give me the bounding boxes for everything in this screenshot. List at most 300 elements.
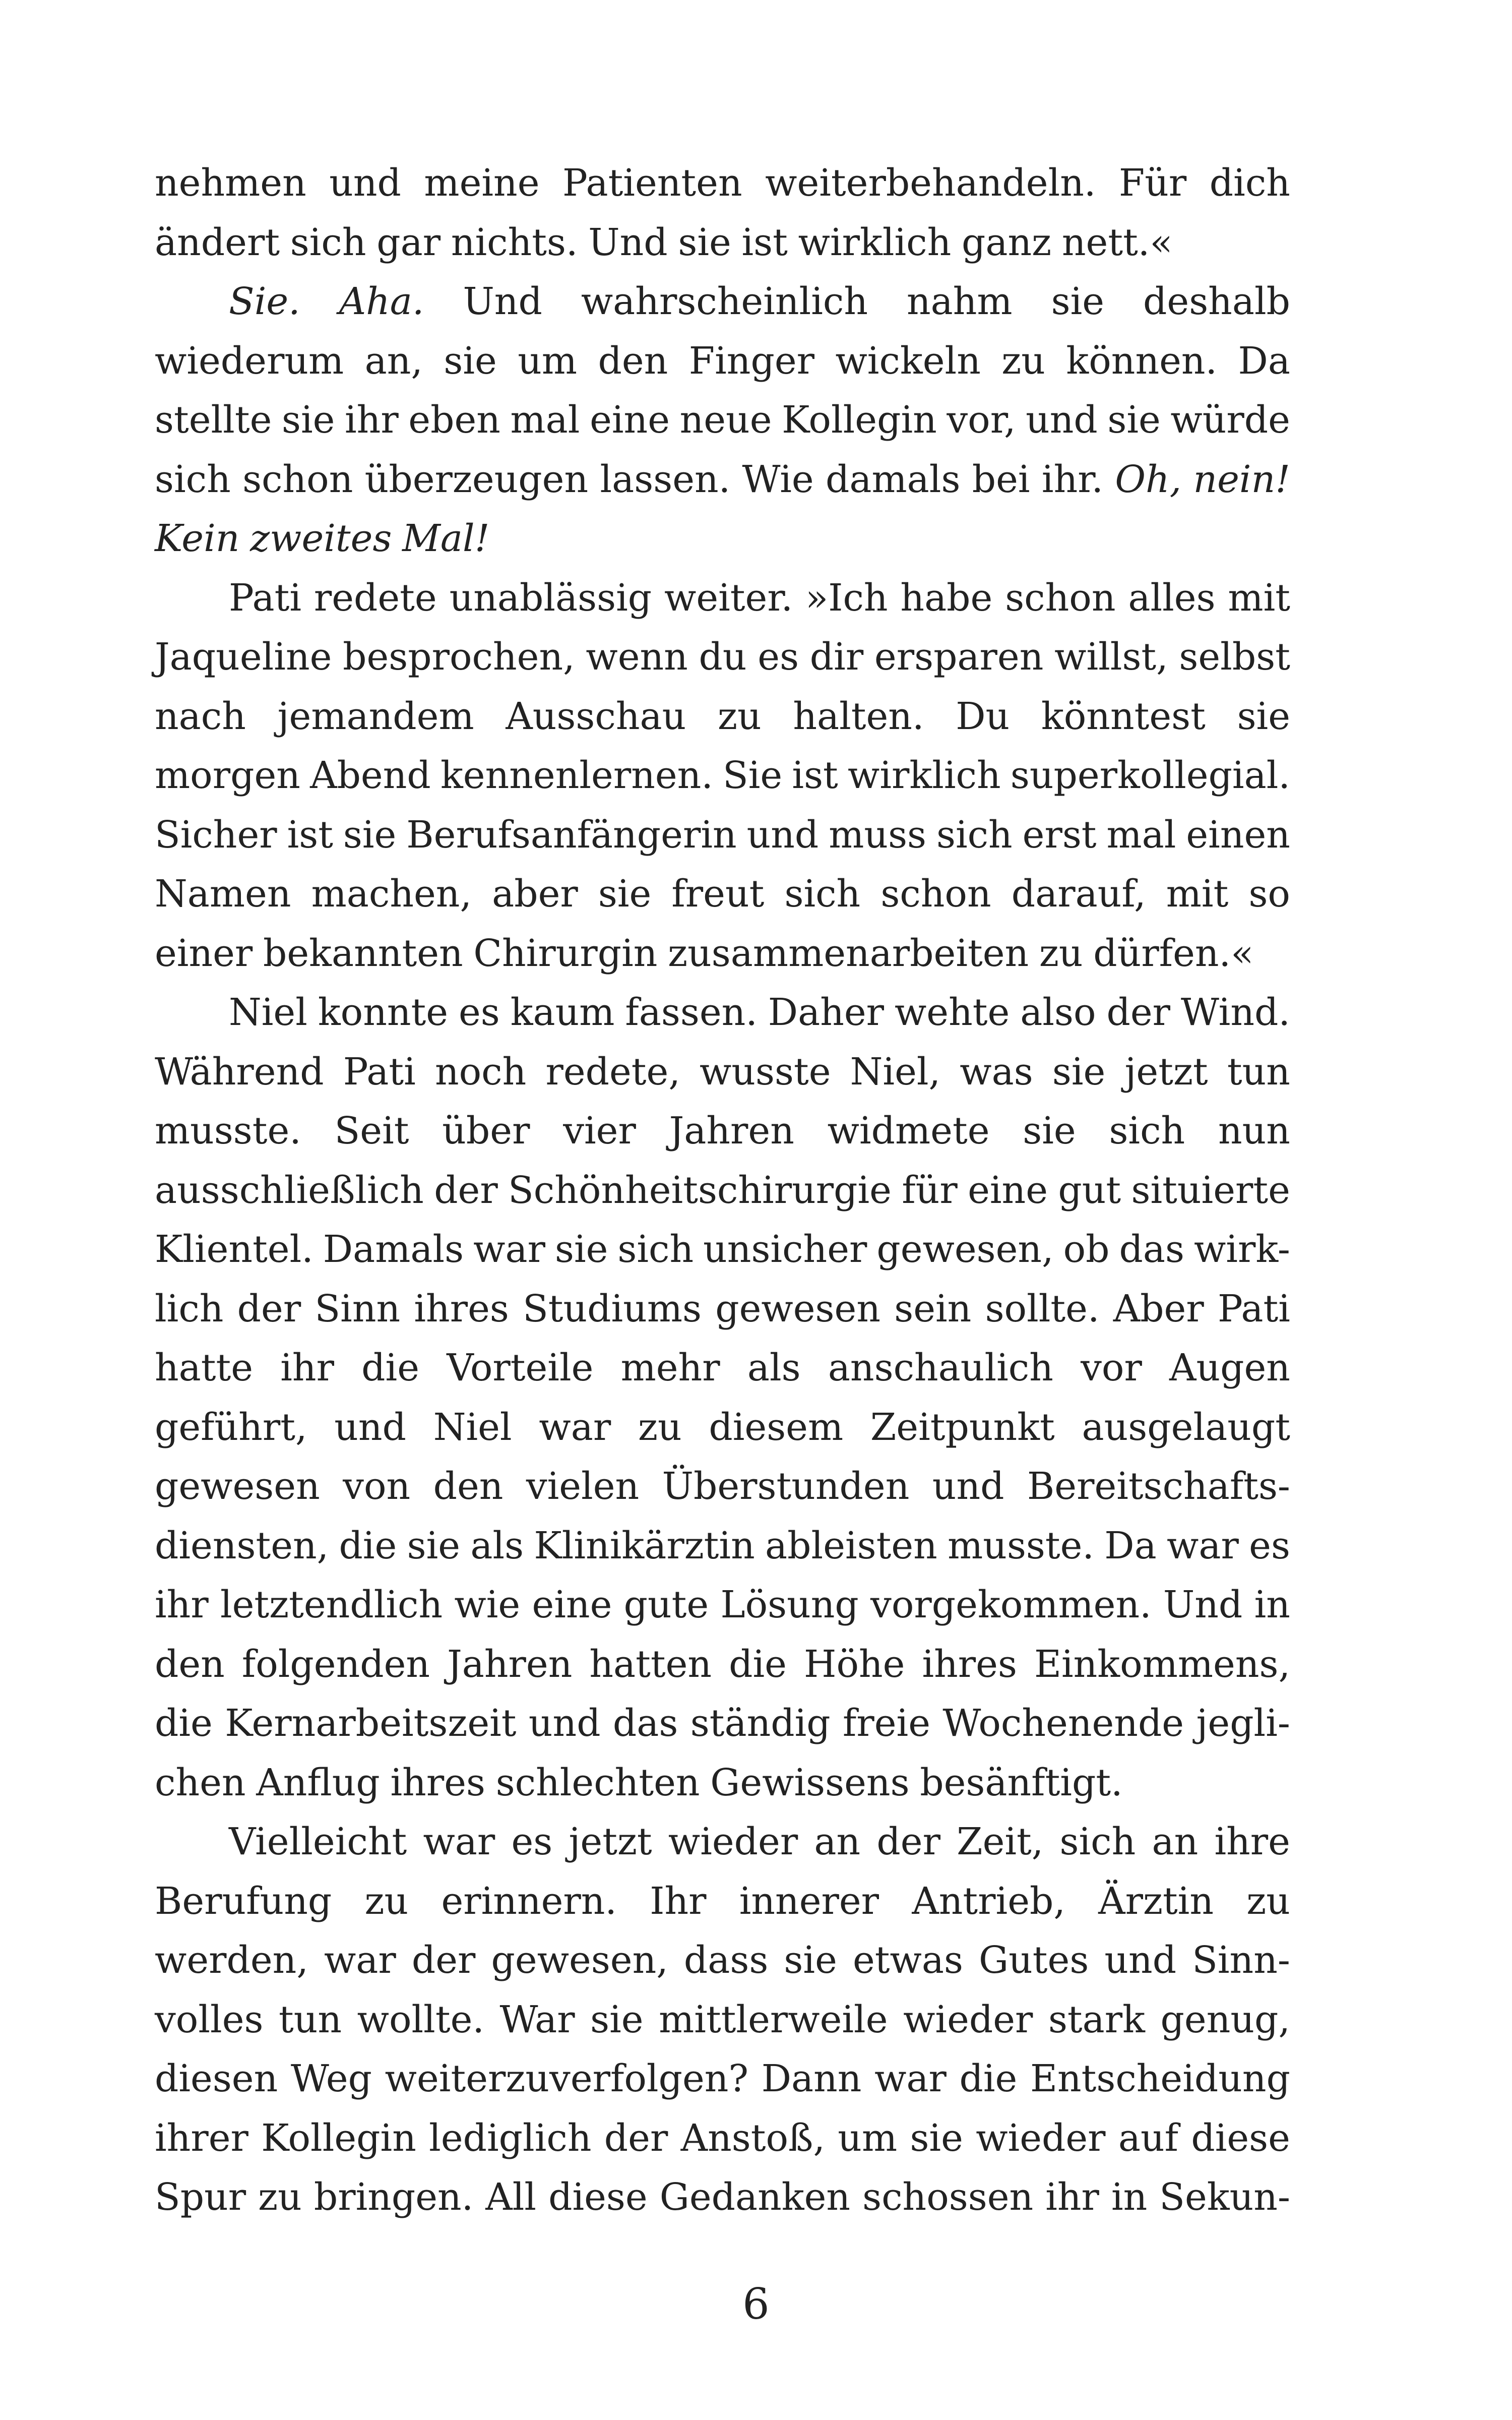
word: tun: [1227, 1050, 1290, 1094]
text-line: [155, 1043, 1290, 1102]
word: schon: [1005, 576, 1116, 620]
word: und: [932, 1465, 1004, 1508]
word: innerer: [739, 1879, 879, 1923]
text-line: [155, 983, 1290, 1043]
word: Jaqueline: [155, 635, 332, 679]
word: der: [411, 1939, 476, 1982]
word: Vorteile: [447, 1346, 594, 1389]
word: ihres: [390, 1761, 485, 1804]
word: schon: [242, 457, 353, 501]
word: Niel,: [850, 1050, 941, 1094]
word: dürfen.«: [1093, 931, 1254, 975]
word: lassen.: [600, 457, 731, 501]
word: sie: [910, 2116, 963, 2160]
text-line: [155, 1339, 1290, 1398]
word: diesem: [709, 1405, 844, 1449]
word: Kollegin: [261, 2116, 416, 2160]
word: genug,: [1160, 1998, 1290, 2041]
word: tun: [279, 1998, 342, 2041]
word: die: [155, 1702, 213, 1745]
word: es: [511, 1820, 553, 1863]
word: Wochenende: [942, 1702, 1184, 1745]
word: machen,: [311, 872, 472, 916]
word: zu: [1001, 339, 1045, 383]
word: ihres: [922, 1642, 1017, 1686]
word: lich: [155, 1287, 224, 1330]
word: Abend: [310, 754, 431, 797]
word: damals: [826, 457, 961, 501]
word: sich: [155, 457, 231, 501]
word: War: [499, 1998, 575, 2041]
word: und: [329, 161, 401, 205]
word: darauf,: [1011, 872, 1146, 916]
word: war: [473, 1228, 545, 1271]
word: um: [518, 339, 578, 383]
text-line: [155, 272, 1290, 332]
word: Da: [1104, 1524, 1157, 1567]
italic-word: zweites: [250, 517, 392, 560]
word: ganz: [962, 220, 1052, 264]
word: gewesen: [155, 1465, 320, 1508]
word: wenn: [586, 635, 688, 679]
word: wollte.: [357, 1998, 484, 2041]
word: sie: [590, 1998, 644, 2041]
word: Sinn-: [1192, 1939, 1290, 1982]
word: Pati: [1217, 1287, 1290, 1330]
word: sich: [1059, 1820, 1136, 1863]
word: wirklich: [798, 220, 952, 264]
word: es: [758, 635, 799, 679]
word: einen: [1186, 813, 1290, 857]
word: hatten: [589, 1642, 712, 1686]
word: war: [1167, 1524, 1239, 1567]
word: widmete: [827, 1109, 990, 1153]
word: ihr: [155, 1583, 209, 1626]
word: die: [959, 2057, 1018, 2100]
word: wusste: [700, 1050, 831, 1094]
word: volles: [155, 1998, 264, 2041]
word: jetzt: [569, 1820, 652, 1863]
word: also: [1020, 991, 1096, 1034]
word: war: [324, 1939, 396, 1982]
word: Und: [1163, 1583, 1243, 1626]
word: Bereitschafts-: [1027, 1465, 1290, 1508]
word: eine: [968, 1168, 1048, 1212]
word: Lösung: [720, 1583, 859, 1626]
word: diese: [548, 2175, 648, 2219]
word: habe: [900, 576, 993, 620]
word: eine: [590, 398, 670, 442]
word: dir: [809, 635, 864, 679]
word: nichts.: [451, 220, 578, 264]
word: Sinn: [314, 1287, 401, 1330]
word: Finger: [688, 339, 814, 383]
text-line: [155, 1517, 1290, 1576]
word: mehr: [620, 1346, 720, 1389]
word: musste.: [155, 1109, 301, 1153]
word: Chirurgin: [473, 931, 658, 975]
word: weiter.: [664, 576, 793, 620]
text-line: [155, 924, 1290, 984]
word: war: [874, 2057, 947, 2100]
text-line: [155, 1812, 1290, 1872]
word: Entscheidung: [1030, 2057, 1290, 2100]
word: Berufsanfängerin: [406, 813, 737, 857]
body-text: [155, 154, 1290, 2227]
word: Seit: [334, 1109, 409, 1153]
word: sollte.: [985, 1287, 1100, 1330]
word: Zeit,: [957, 1820, 1044, 1863]
word: schossen: [862, 2175, 1034, 2219]
word: schlechten: [495, 1761, 700, 1804]
text-line: [155, 509, 1290, 569]
word: hatte: [155, 1346, 254, 1389]
word: weiterbehandeln.: [765, 161, 1096, 205]
word: zu: [638, 1405, 682, 1449]
text-line: [155, 2049, 1290, 2109]
word: ihrer: [155, 2116, 248, 2160]
word: war: [539, 1405, 611, 1449]
text-line: [155, 2168, 1290, 2227]
word: Anflug: [256, 1761, 380, 1804]
text-line: [155, 1872, 1290, 1931]
text-line: [155, 746, 1290, 806]
word: stellte: [155, 398, 272, 442]
word: besprochen,: [343, 635, 575, 679]
word: vor: [1081, 1346, 1142, 1389]
word: Gedanken: [659, 2175, 851, 2219]
word: Sicher: [155, 813, 277, 857]
text-line: [155, 1280, 1290, 1339]
word: willst,: [1054, 635, 1168, 679]
text-line: [155, 1576, 1290, 1635]
word: vorgekommen.: [870, 1583, 1152, 1626]
word: sich: [936, 813, 1013, 857]
word: sich: [290, 220, 366, 264]
word: aber: [492, 872, 578, 916]
word: gewesen,: [876, 1228, 1054, 1271]
word: jetzt: [1124, 1050, 1208, 1094]
word: der: [604, 2116, 668, 2160]
word: ändert: [155, 220, 280, 264]
word: Zeitpunkt: [870, 1405, 1055, 1449]
word: redete: [313, 576, 437, 620]
word: wickeln: [835, 339, 981, 383]
word: stark: [1048, 1998, 1145, 2041]
word: schon: [880, 872, 991, 916]
word: kaum: [510, 991, 615, 1034]
word: wehte: [894, 991, 1010, 1034]
word: bekannten: [263, 931, 463, 975]
word: sie: [554, 1228, 608, 1271]
word: Spur: [155, 2175, 246, 2219]
word: sie: [598, 872, 652, 916]
word: gewesen: [715, 1287, 880, 1330]
word: Namen: [155, 872, 291, 916]
text-line: [155, 628, 1290, 687]
text-line: [155, 1635, 1290, 1695]
word: und: [334, 1405, 406, 1449]
word: wieder: [903, 1998, 1033, 2041]
word: ist: [792, 754, 838, 797]
word: du: [699, 635, 747, 679]
word: Niel: [433, 1405, 512, 1449]
word: bei: [972, 457, 1030, 501]
word: Sie: [723, 754, 783, 797]
word: eine: [532, 1583, 612, 1626]
word: Gutes: [979, 1939, 1089, 1982]
word: sie: [343, 813, 397, 857]
word: konnte: [318, 991, 449, 1034]
word: zu: [1039, 931, 1083, 975]
word: zu: [364, 1879, 409, 1923]
word: geführt,: [155, 1405, 307, 1449]
word: zu: [1246, 1879, 1290, 1923]
word: Pati: [343, 1050, 416, 1094]
word: wahrscheinlich: [581, 280, 868, 323]
word: in: [1111, 2175, 1148, 2219]
word: zu: [258, 2175, 302, 2219]
word: und: [1104, 1939, 1177, 1982]
word: sie: [1051, 280, 1105, 323]
word: was: [960, 1050, 1033, 1094]
word: ableisten: [765, 1524, 937, 1567]
word: deshalb: [1143, 280, 1290, 323]
word: diesen: [155, 2057, 278, 2100]
word: in: [1254, 1583, 1290, 1626]
word: morgen: [155, 754, 300, 797]
word: ihres: [414, 1287, 509, 1330]
text-line: [155, 1220, 1290, 1280]
word: sich: [1109, 1109, 1185, 1153]
word: sie: [1023, 1109, 1076, 1153]
word: den: [433, 1465, 503, 1508]
word: zu: [717, 694, 762, 738]
word: sie: [407, 1524, 461, 1567]
word: alles: [1128, 576, 1216, 620]
word: Wie: [742, 457, 814, 501]
word: ihr.: [1041, 457, 1103, 501]
word: der: [434, 1168, 498, 1212]
word: können.: [1066, 339, 1218, 383]
word: letztendlich: [220, 1583, 443, 1626]
word: wieder: [668, 1820, 798, 1863]
word: All: [485, 2175, 537, 2219]
word: nach: [155, 694, 246, 738]
word: den: [598, 339, 668, 383]
word: als: [747, 1346, 801, 1389]
word: nun: [1218, 1109, 1290, 1153]
word: weiterzuverfolgen?: [385, 2057, 749, 2100]
word: an: [814, 1820, 861, 1863]
word: und: [528, 1702, 601, 1745]
word: einer: [155, 931, 253, 975]
italic-word: Sie.: [229, 280, 300, 323]
word: Höhe: [803, 1642, 905, 1686]
word: und: [1026, 398, 1098, 442]
word: sich: [617, 1228, 694, 1271]
word: diese: [1191, 2116, 1290, 2160]
word: freut: [671, 872, 765, 916]
word: die: [361, 1346, 419, 1389]
italic-word: nein!: [1193, 457, 1290, 501]
word: Und: [588, 220, 668, 264]
word: lediglich: [429, 2116, 592, 2160]
word: nahm: [906, 280, 1013, 323]
word: ausgelaugt: [1082, 1405, 1290, 1449]
word: Ausschau: [506, 694, 686, 738]
word: das: [612, 1702, 678, 1745]
word: könntest: [1041, 694, 1206, 738]
word: die: [729, 1642, 787, 1686]
word: Einkommens,: [1034, 1642, 1290, 1686]
text-line: [155, 391, 1290, 450]
word: Weg: [290, 2057, 372, 2100]
word: ihr: [345, 398, 399, 442]
text-line: [155, 687, 1290, 747]
word: vier: [563, 1109, 636, 1153]
text-line: [155, 865, 1290, 924]
word: gar: [376, 220, 441, 264]
word: sie: [281, 398, 335, 442]
word: chen: [155, 1761, 246, 1804]
word: superkollegial.: [1010, 754, 1290, 797]
word: Daher: [768, 991, 885, 1034]
word: bringen.: [313, 2175, 474, 2219]
word: mittlerweile: [659, 1998, 888, 2041]
text-line: [155, 569, 1290, 628]
word: Aber: [1113, 1287, 1204, 1330]
page-number: 6: [742, 2279, 770, 2329]
word: Klientel.: [155, 1228, 313, 1271]
word: anschaulich: [828, 1346, 1053, 1389]
word: die: [339, 1524, 397, 1567]
word: Augen: [1169, 1346, 1290, 1389]
word: sie: [444, 339, 497, 383]
word: werden,: [155, 1939, 308, 1982]
text-line: [155, 1457, 1290, 1517]
word: sie: [1237, 694, 1290, 738]
word: jegli-: [1196, 1702, 1290, 1745]
word: nehmen: [155, 161, 306, 205]
word: gute: [623, 1583, 709, 1626]
word: überzeugen: [364, 457, 589, 501]
word: dich: [1209, 161, 1290, 205]
word: wieder: [976, 2116, 1106, 2160]
word: Überstunden: [662, 1465, 910, 1508]
word: sie: [784, 1939, 837, 1982]
word: der: [1106, 991, 1170, 1034]
text-line: [155, 154, 1290, 213]
word: von: [343, 1465, 411, 1508]
text-line: [155, 1102, 1290, 1161]
word: Vielleicht: [229, 1820, 407, 1863]
word: redete,: [545, 1050, 680, 1094]
word: meine: [424, 161, 540, 205]
word: würde: [1170, 398, 1290, 442]
word: Sekun-: [1159, 2175, 1290, 2219]
word: selbst: [1179, 635, 1290, 679]
word: wirklich: [848, 754, 1001, 797]
word: Wind.: [1180, 991, 1290, 1034]
word: folgenden: [241, 1642, 430, 1686]
word: Studiums: [523, 1287, 702, 1330]
word: jemandem: [277, 694, 474, 738]
word: ersparen: [874, 635, 1044, 679]
word: Patienten: [562, 161, 742, 205]
text-line: [155, 1753, 1290, 1813]
text-line: [155, 213, 1290, 273]
word: eben: [408, 398, 500, 442]
word: den: [155, 1642, 225, 1686]
text-line: [155, 332, 1290, 391]
word: wiederum: [155, 339, 344, 383]
word: mit: [1166, 872, 1229, 916]
word: ausschließlich: [155, 1168, 424, 1212]
word: sie: [1052, 1050, 1106, 1094]
word: um: [838, 2116, 898, 2160]
word: gewesen,: [491, 1939, 668, 1982]
word: sein: [894, 1287, 972, 1330]
text-line: [155, 1931, 1290, 1990]
text-line: [155, 450, 1290, 510]
word: Während: [155, 1050, 324, 1094]
word: auf: [1118, 2116, 1179, 2160]
word: ihr: [1045, 2175, 1099, 2219]
word: Pati: [229, 576, 301, 620]
word: Kernarbeitszeit: [225, 1702, 517, 1745]
italic-word: Kein: [155, 517, 240, 560]
word: Jahren: [447, 1642, 573, 1686]
word: Niel: [229, 991, 307, 1034]
word: war: [423, 1820, 495, 1863]
word: sie: [678, 220, 731, 264]
word: gut: [1058, 1168, 1121, 1212]
word: es: [1249, 1524, 1290, 1567]
word: mal: [1106, 813, 1176, 857]
word: neue: [679, 398, 772, 442]
word: unsicher: [703, 1228, 867, 1271]
word: sie: [1107, 398, 1161, 442]
word: Damals: [323, 1228, 464, 1271]
text-line: [155, 2109, 1290, 2168]
word: mal: [510, 398, 580, 442]
word: für: [902, 1168, 958, 1212]
word: sich: [784, 872, 861, 916]
word: situierte: [1131, 1168, 1290, 1212]
word: erinnern.: [441, 1879, 617, 1923]
word: freie: [842, 1702, 930, 1745]
text-line: [155, 1161, 1290, 1221]
word: ist: [741, 220, 788, 264]
text-line: [155, 1694, 1290, 1753]
text-line: [155, 1990, 1290, 2050]
word: nett.«: [1061, 220, 1173, 264]
word: noch: [434, 1050, 527, 1094]
word: dass: [683, 1939, 769, 1982]
word: mit: [1228, 576, 1290, 620]
word: wie: [454, 1583, 521, 1626]
word: an: [1152, 1820, 1199, 1863]
word: erst: [1022, 813, 1097, 857]
word: Klinikärztin: [534, 1524, 755, 1567]
word: unablässig: [449, 576, 652, 620]
text-line: [155, 1398, 1290, 1458]
word: so: [1248, 872, 1290, 916]
word: besänftigt.: [920, 1761, 1123, 1804]
word: etwas: [852, 1939, 963, 1982]
word: Anstoß,: [680, 2116, 825, 2160]
